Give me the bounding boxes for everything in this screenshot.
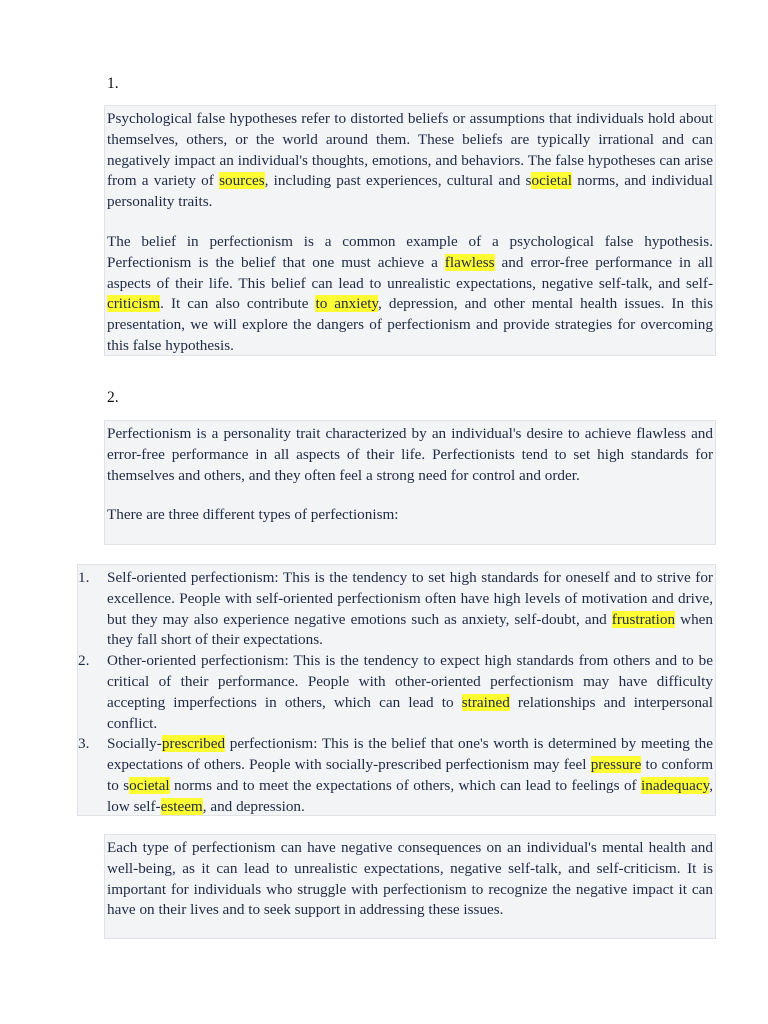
list-item-self-oriented: 1. Self-oriented perfectionism: This is the tendency to set high standards for oneself and to strive for excellence. People with self-oriented perfectionism often have high levels of motivation and drive, but they may also experience negative emotions such as anxiety, self-doubt, and frustration when they fall short of their expectations. <box>78 569 713 649</box>
list-marker: 1. <box>78 569 90 586</box>
list-marker: 3. <box>78 735 90 753</box>
highlight-esteem: esteem <box>160 797 203 815</box>
list-item-socially-prescribed: 3. Socially-prescribed perfectionism: This is the belief that one's worth is determined by meeting the expectations of others. People with socially-prescribed perfectionism may feel pressure to conform to societal norms and to meet the expectations of others, which can lead to feelings of inadequacy, low self-esteem, and depression. <box>78 735 714 815</box>
section2-paragraph-2: There are three different types of perfectionism: <box>107 506 399 524</box>
highlight-frustration: frustration <box>611 610 676 628</box>
section2-conclusion-block <box>104 834 716 939</box>
highlight-societal: ocietal <box>531 172 572 190</box>
highlight-criticism: criticism <box>107 295 161 313</box>
section-number-1: 1. <box>107 75 119 92</box>
section2-paragraph-1: Perfectionism is a personality trait characterized by an individual's desire to achieve flawless and error-free performance in all aspects of their life. Perfectionists tend to set high standards for themselves and others, and they often feel a strong need for control and order. <box>107 425 713 484</box>
highlight-strained: strained <box>461 693 510 711</box>
section2-paragraph-3: Each type of perfectionism can have negative consequences on an individual's mental health and well-being, as it can lead to unrealistic expectations, negative self-talk, and self-criticism. It is important for individuals who struggle with perfectionism to recognize the negative impact it can have on their lives and to seek support in addressing these issues. <box>107 839 713 919</box>
highlight-inadequacy: inadequacy <box>641 776 710 794</box>
highlight-sources: sources <box>219 172 265 190</box>
highlight-flawless: flawless <box>444 253 495 271</box>
section1-text-block <box>104 105 716 356</box>
section-number-2: 2. <box>107 389 119 406</box>
list-marker: 2. <box>78 652 90 670</box>
section1-paragraph-2: The belief in perfectionism is a common example of a psychological false hypothesis. Perfectionism is the belief that one must achieve a flawless and error-free performance in all aspects of their life. This belief can lead to unrealistic expectations, negative self-talk, and self-criticism. It can also contribute to anxiety, depression, and other mental health issues. In this presentation, we will explore the dangers of perfectionism and provide strategies for overcoming this false hypothesis. <box>107 232 714 354</box>
highlight-pressure: pressure <box>590 756 642 774</box>
perfectionism-types-list <box>78 568 713 818</box>
highlight-societal: ocietal <box>129 776 170 794</box>
highlight-to-anxiety: to anxiety <box>315 295 379 313</box>
list-item-other-oriented: 2. Other-oriented perfectionism: This is the tendency to expect high standards from others and to be critical of their performance. People with other-oriented perfectionism may have difficulty accepting imperfections in others, which can lead to strained relationships and interpersonal conflict. <box>78 652 713 732</box>
section2-intro-block <box>104 420 716 545</box>
highlight-prescribed: prescribed <box>161 735 226 753</box>
perfectionism-types-list-block <box>77 564 716 816</box>
section1-paragraph-1: Psychological false hypotheses refer to distorted beliefs or assumptions that individuals hold about themselves, others, or the world around them. These beliefs are typically irrational and can negatively impact an individual's thoughts, emotions, and behaviors. The false hypotheses can arise from a variety of sources, including past experiences, cultural and societal norms, and individual personality traits. <box>107 110 713 211</box>
